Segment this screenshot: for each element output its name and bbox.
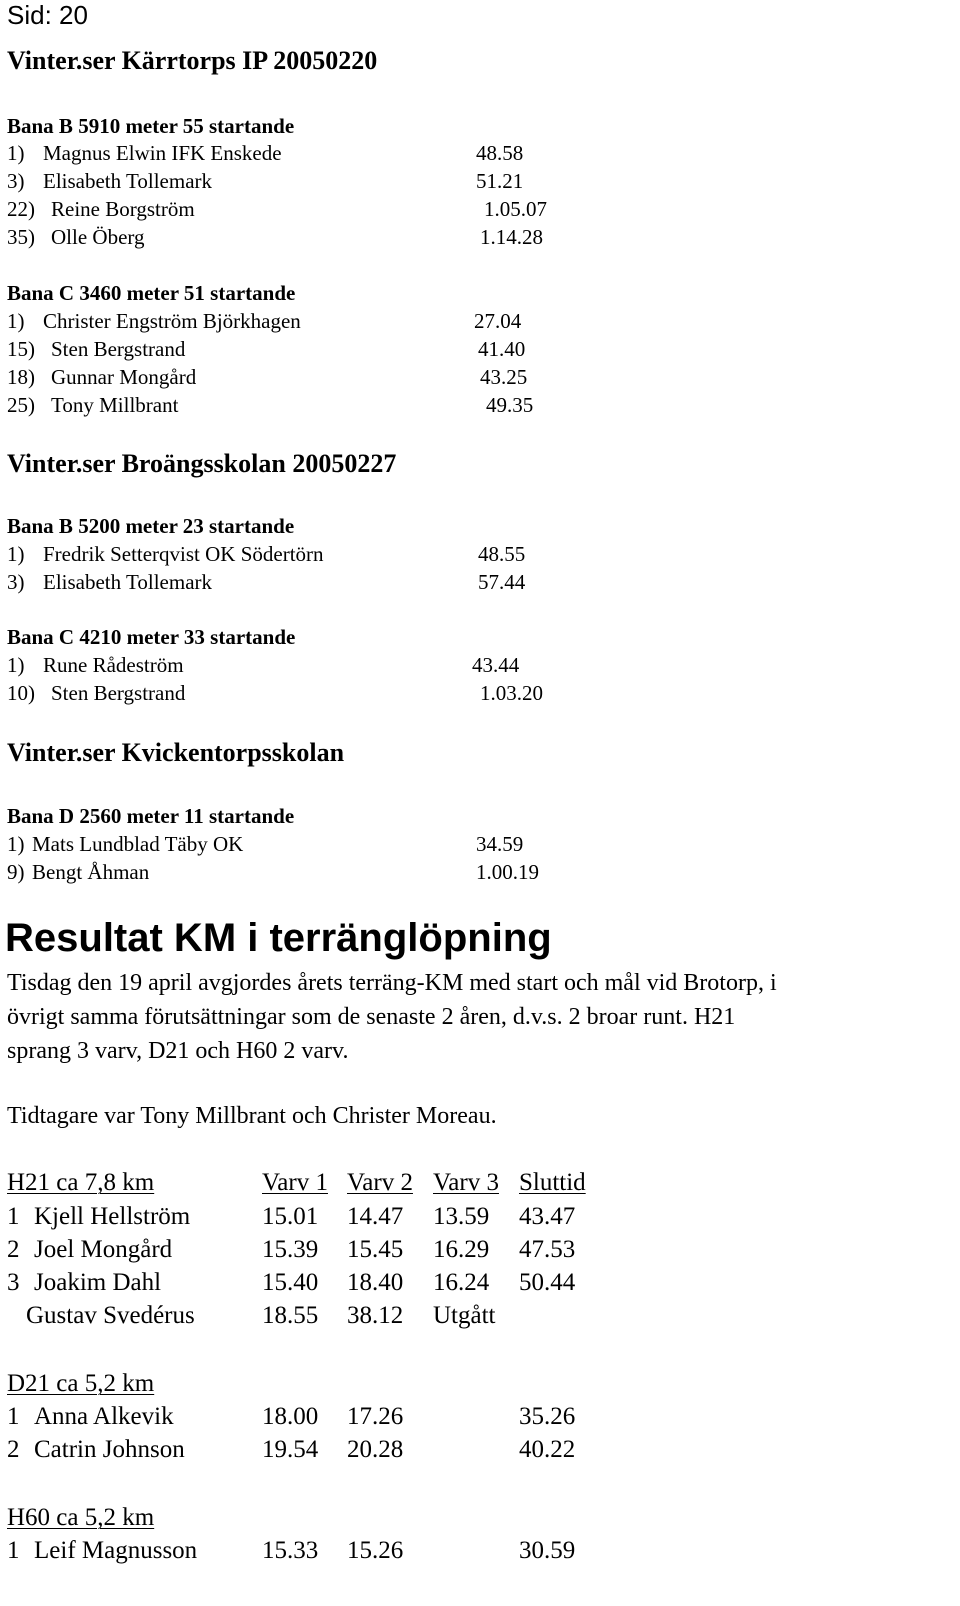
result-time: 48.55	[478, 542, 526, 566]
result-place: 22)	[7, 197, 35, 221]
result-name: Sten Bergstrand	[51, 681, 186, 705]
row-place: 1	[7, 1203, 20, 1230]
course-heading: Bana C 3460 meter 51 startande	[7, 281, 296, 305]
result-name: Elisabeth Tollemark	[43, 169, 213, 193]
row-name: Anna Alkevik	[34, 1403, 174, 1430]
row-place: 2	[7, 1236, 20, 1263]
result-name: Reine Borgström	[51, 197, 195, 221]
km-title: Resultat KM i terränglöpning	[5, 916, 552, 960]
row-name: Catrin Johnson	[34, 1436, 185, 1463]
result-time: 41.40	[478, 337, 526, 361]
row-sluttid: 50.44	[519, 1269, 576, 1296]
row-name: Joakim Dahl	[34, 1269, 162, 1296]
result-place: 18)	[7, 365, 35, 389]
row-varv2: 38.12	[347, 1302, 404, 1329]
row-varv2: 15.26	[347, 1537, 404, 1564]
result-place: 1)	[7, 542, 25, 566]
row-varv3: 13.59	[433, 1203, 490, 1230]
course-heading: Bana D 2560 meter 11 startande	[7, 804, 295, 828]
col-header-varv2: Varv 2	[347, 1169, 413, 1196]
row-sluttid: 30.59	[519, 1537, 576, 1564]
result-time: 1.00.19	[476, 860, 539, 884]
result-time: 34.59	[476, 832, 524, 856]
course-heading: Bana B 5200 meter 23 startande	[7, 514, 295, 538]
row-sluttid: 35.26	[519, 1403, 576, 1430]
class-heading: H60 ca 5,2 km	[7, 1504, 155, 1531]
section-title-broangsskolan: Vinter.ser Broängsskolan 20050227	[7, 449, 397, 478]
row-name: Gustav Svedérus	[26, 1302, 195, 1329]
row-varv2: 17.26	[347, 1403, 404, 1430]
row-varv2: 15.45	[347, 1236, 404, 1263]
result-name: Tony Millbrant	[51, 393, 179, 417]
result-time: 43.44	[472, 653, 520, 677]
row-name: Leif Magnusson	[34, 1537, 198, 1564]
row-varv1: 15.39	[262, 1236, 319, 1263]
row-place: 1	[7, 1403, 20, 1430]
col-header-varv1: Varv 1	[262, 1169, 328, 1196]
row-name: Kjell Hellström	[34, 1203, 191, 1230]
row-varv1: 19.54	[262, 1436, 319, 1463]
result-time: 1.05.07	[484, 197, 547, 221]
result-name: Gunnar Mongård	[51, 365, 197, 389]
result-place: 1)	[7, 832, 25, 856]
class-heading: D21 ca 5,2 km	[7, 1370, 155, 1397]
col-header-varv3: Varv 3	[433, 1169, 499, 1196]
row-varv3: Utgått	[433, 1302, 496, 1329]
row-sluttid: 47.53	[519, 1236, 576, 1263]
result-place: 3)	[7, 169, 25, 193]
row-sluttid: 40.22	[519, 1436, 576, 1463]
row-varv1: 15.01	[262, 1203, 319, 1230]
section-title-kvickentorpsskolan: Vinter.ser Kvickentorpsskolan	[7, 738, 345, 767]
result-place: 15)	[7, 337, 35, 361]
km-paragraph-line: Tisdag den 19 april avgjordes årets terräng-KM med start och mål vid Brotorp, i	[7, 970, 777, 996]
result-name: Bengt Åhman	[32, 860, 150, 884]
col-header-sluttid: Sluttid	[519, 1169, 586, 1196]
result-name: Sten Bergstrand	[51, 337, 186, 361]
result-place: 1)	[7, 141, 25, 165]
result-name: Christer Engström Björkhagen	[43, 309, 301, 333]
result-name: Olle Öberg	[51, 225, 145, 249]
row-place: 2	[7, 1436, 20, 1463]
result-place: 25)	[7, 393, 35, 417]
row-name: Joel Mongård	[34, 1236, 173, 1263]
row-place: 3	[7, 1269, 20, 1296]
result-place: 1)	[7, 309, 25, 333]
result-place: 9)	[7, 860, 25, 884]
result-place: 35)	[7, 225, 35, 249]
page-number: Sid: 20	[7, 0, 88, 30]
row-varv1: 15.33	[262, 1537, 319, 1564]
class-heading: H21 ca 7,8 km	[7, 1169, 155, 1196]
row-varv1: 18.00	[262, 1403, 319, 1430]
result-time: 1.14.28	[480, 225, 543, 249]
row-varv1: 15.40	[262, 1269, 319, 1296]
result-name: Mats Lundblad Täby OK	[32, 832, 244, 856]
result-place: 3)	[7, 570, 25, 594]
km-paragraph-line: sprang 3 varv, D21 och H60 2 varv.	[7, 1038, 349, 1064]
result-time: 51.21	[476, 169, 524, 193]
result-place: 10)	[7, 681, 35, 705]
result-time: 49.35	[486, 393, 534, 417]
result-place: 1)	[7, 653, 25, 677]
row-varv3: 16.29	[433, 1236, 490, 1263]
result-name: Rune Rådeström	[43, 653, 184, 677]
result-name: Magnus Elwin IFK Enskede	[43, 141, 282, 165]
section-title-karrtorp: Vinter.ser Kärrtorps IP 20050220	[7, 46, 378, 75]
result-time: 1.03.20	[480, 681, 543, 705]
result-time: 57.44	[478, 570, 526, 594]
row-varv2: 14.47	[347, 1203, 404, 1230]
row-place: 1	[7, 1537, 20, 1564]
row-varv1: 18.55	[262, 1302, 319, 1329]
row-varv3: 16.24	[433, 1269, 490, 1296]
row-sluttid: 43.47	[519, 1203, 576, 1230]
km-timekeepers: Tidtagare var Tony Millbrant och Christer Moreau.	[7, 1103, 497, 1129]
result-time: 48.58	[476, 141, 524, 165]
result-name: Elisabeth Tollemark	[43, 570, 213, 594]
row-varv2: 20.28	[347, 1436, 404, 1463]
result-name: Fredrik Setterqvist OK Södertörn	[43, 542, 324, 566]
result-time: 43.25	[480, 365, 528, 389]
course-heading: Bana B 5910 meter 55 startande	[7, 114, 295, 138]
row-varv2: 18.40	[347, 1269, 404, 1296]
km-paragraph-line: övrigt samma förutsättningar som de senaste 2 åren, d.v.s. 2 broar runt. H21	[7, 1004, 736, 1030]
result-time: 27.04	[474, 309, 522, 333]
course-heading: Bana C 4210 meter 33 startande	[7, 625, 296, 649]
